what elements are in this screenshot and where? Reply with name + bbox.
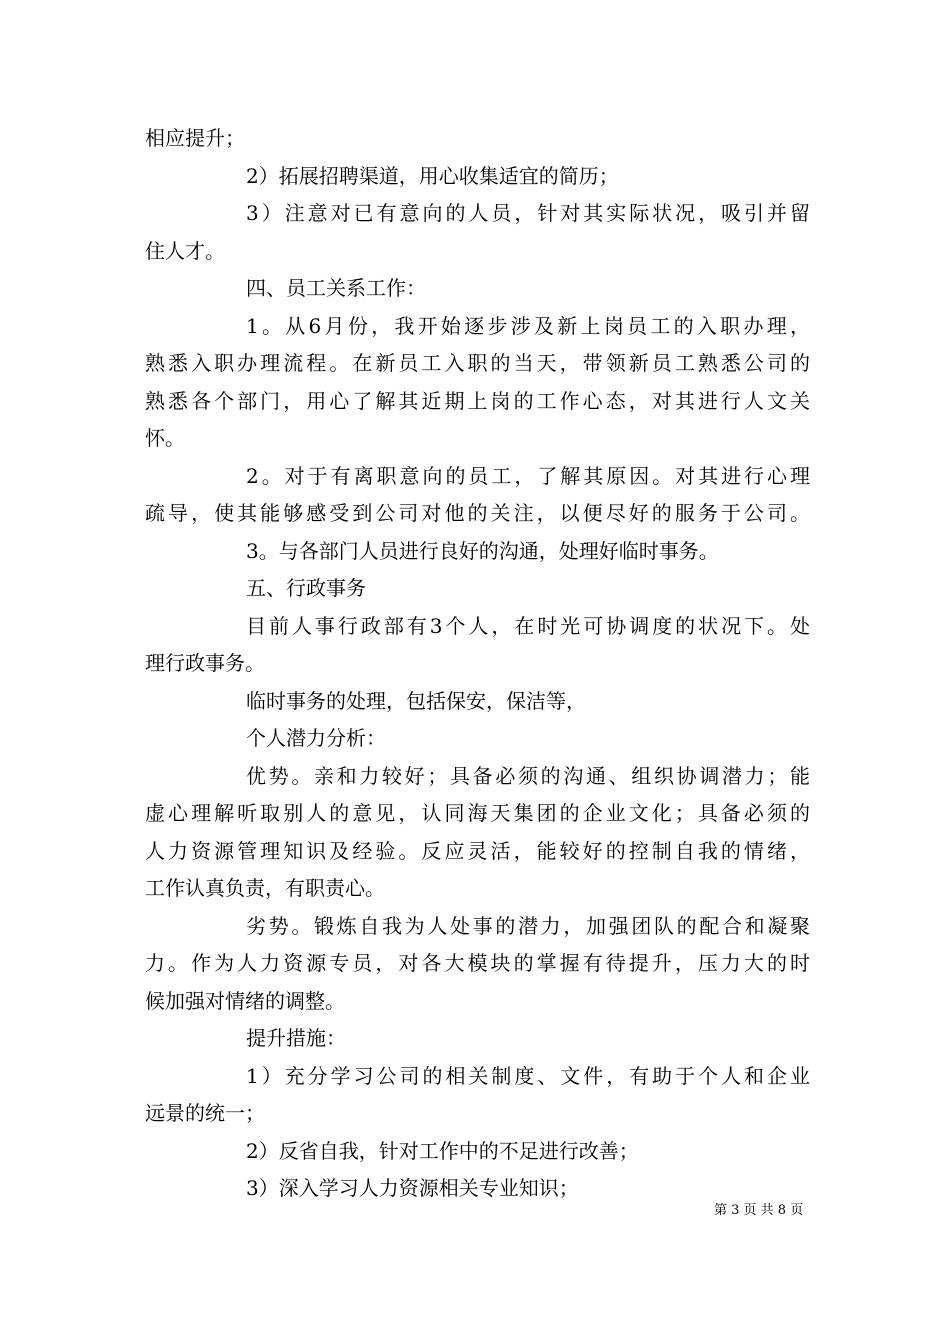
text-line: 2）反省自我，针对工作中的不足进行改善；	[246, 1138, 639, 1163]
text-line: 1。从6月份，我开始逐步涉及新上岗员工的入职办理，	[246, 313, 810, 338]
section-heading: 提升措施：	[246, 1026, 346, 1050]
text-line: 优势。亲和力较好；具备必须的沟通、组织协调潜力；能	[246, 763, 810, 788]
text-line: 疏导，使其能够感受到公司对他的关注，以便尽好的服务于公司。	[145, 501, 810, 525]
text-line: 2。对于有离职意向的员工，了解其原因。对其进行心理	[246, 463, 810, 488]
text-line: 工作认真负责，有职责心。	[145, 876, 385, 900]
section-heading: 五、行政事务	[246, 576, 366, 600]
text-line: 住人才。	[145, 238, 225, 263]
text-line: 理行政事务。	[145, 651, 265, 675]
text-line: 临时事务的处理，包括保安，保洁等，	[246, 688, 586, 713]
text-line: 相应提升；	[145, 126, 245, 150]
text-line: 力。作为人力资源专员，对各大模块的掌握有待提升，压力大的时	[145, 951, 810, 975]
text-line: 3）注意对已有意向的人员，针对其实际状况，吸引并留	[246, 201, 810, 225]
text-line: 远景的统一；	[145, 1101, 265, 1125]
text-line: 3。与各部门人员进行良好的沟通，处理好临时事务。	[246, 538, 719, 563]
text-line: 虚心理解听取别人的意见，认同海天集团的企业文化；具备必须的	[145, 801, 810, 825]
text-line: 劣势。锻炼自我为人处事的潜力，加强团队的配合和凝聚	[246, 913, 810, 938]
text-line: 熟悉各个部门，用心了解其近期上岗的工作心态，对其进行人文关	[145, 388, 810, 413]
text-line: 候加强对情绪的调整。	[145, 988, 345, 1013]
text-line: 3）深入学习人力资源相关专业知识；	[246, 1176, 579, 1200]
document-body	[145, 120, 810, 1208]
text-line: 2）拓展招聘渠道，用心收集适宜的简历；	[246, 163, 619, 188]
text-line: 1）充分学习公司的相关制度、文件，有助于个人和企业	[246, 1063, 810, 1088]
section-heading: 个人潜力分析：	[246, 726, 386, 750]
text-line: 人力资源管理知识及经验。反应灵活，能较好的控制自我的情绪，	[145, 838, 810, 863]
text-line: 怀。	[145, 426, 185, 450]
section-heading: 四、员工关系工作：	[246, 276, 426, 300]
page-number: 第 3 页 共 8 页	[714, 1203, 804, 1218]
text-line: 目前人事行政部有3个人，在时光可协调度的状况下。处	[246, 613, 810, 638]
text-line: 熟悉入职办理流程。在新员工入职的当天，带领新员工熟悉公司的	[145, 351, 810, 375]
